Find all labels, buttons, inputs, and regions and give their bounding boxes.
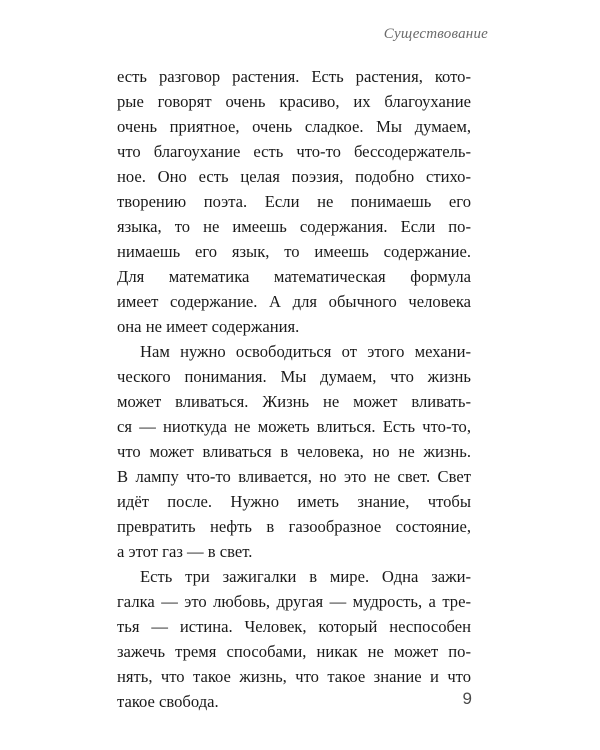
text-line: нять, что такое жизнь, что такое знание и что: [117, 667, 471, 686]
text-line: может вливаться. Жизнь не может вливать-: [117, 392, 471, 411]
body-text: [117, 64, 471, 714]
text-line: Для математика математическая формула: [117, 267, 471, 286]
text-line: нимаешь его язык, то имеешь содержание.: [117, 242, 471, 261]
text-line: превратить нефть в газообразное состояние,: [117, 517, 471, 536]
text-line: языка, то не имеешь содержания. Если по-: [117, 217, 471, 236]
paragraph-2: [117, 339, 471, 564]
text-line: тья — истина. Человек, который неспособен: [117, 617, 471, 636]
text-line: Нам нужно освободиться от этого механи-: [140, 342, 471, 361]
text-line: ное. Оно есть целая поэзия, подобно стихо-: [117, 167, 471, 186]
text-line: В лампу что-то вливается, но это не свет. Свет: [117, 467, 471, 486]
text-line: рые говорят очень красиво, их благоухание: [117, 92, 471, 111]
text-line: ся — ниоткуда не можеть влиться. Есть что-то,: [117, 417, 471, 436]
text-line: есть разговор растения. Есть растения, кото-: [117, 67, 471, 86]
text-line: Есть три зажигалки в мире. Одна зажи-: [140, 567, 471, 586]
page-number: 9: [462, 689, 472, 708]
text-line: идёт после. Нужно иметь знание, чтобы: [117, 492, 471, 511]
text-line: что благоухание есть что-то бессодержатель-: [117, 142, 471, 161]
text-line: ческого понимания. Мы думаем, что жизнь: [117, 367, 471, 386]
paragraph-3: [117, 564, 471, 714]
paragraph-1: [117, 64, 471, 339]
text-line: она не имеет содержания.: [117, 317, 300, 336]
text-line: очень приятное, очень сладкое. Мы думаем,: [117, 117, 471, 136]
text-line: что может вливаться в человека, но не жизнь.: [117, 442, 471, 461]
text-line: такое свобода.: [117, 692, 219, 711]
running-header: Существование: [383, 26, 488, 42]
text-line: зажечь тремя способами, никак не может по-: [117, 642, 471, 661]
text-line: творению поэта. Если не понимаешь его: [117, 192, 471, 211]
text-line: галка — это любовь, другая — мудрость, а тре-: [117, 592, 471, 611]
text-line: а этот газ — в свет.: [117, 542, 253, 561]
text-line: имеет содержание. А для обычного человека: [117, 292, 471, 311]
